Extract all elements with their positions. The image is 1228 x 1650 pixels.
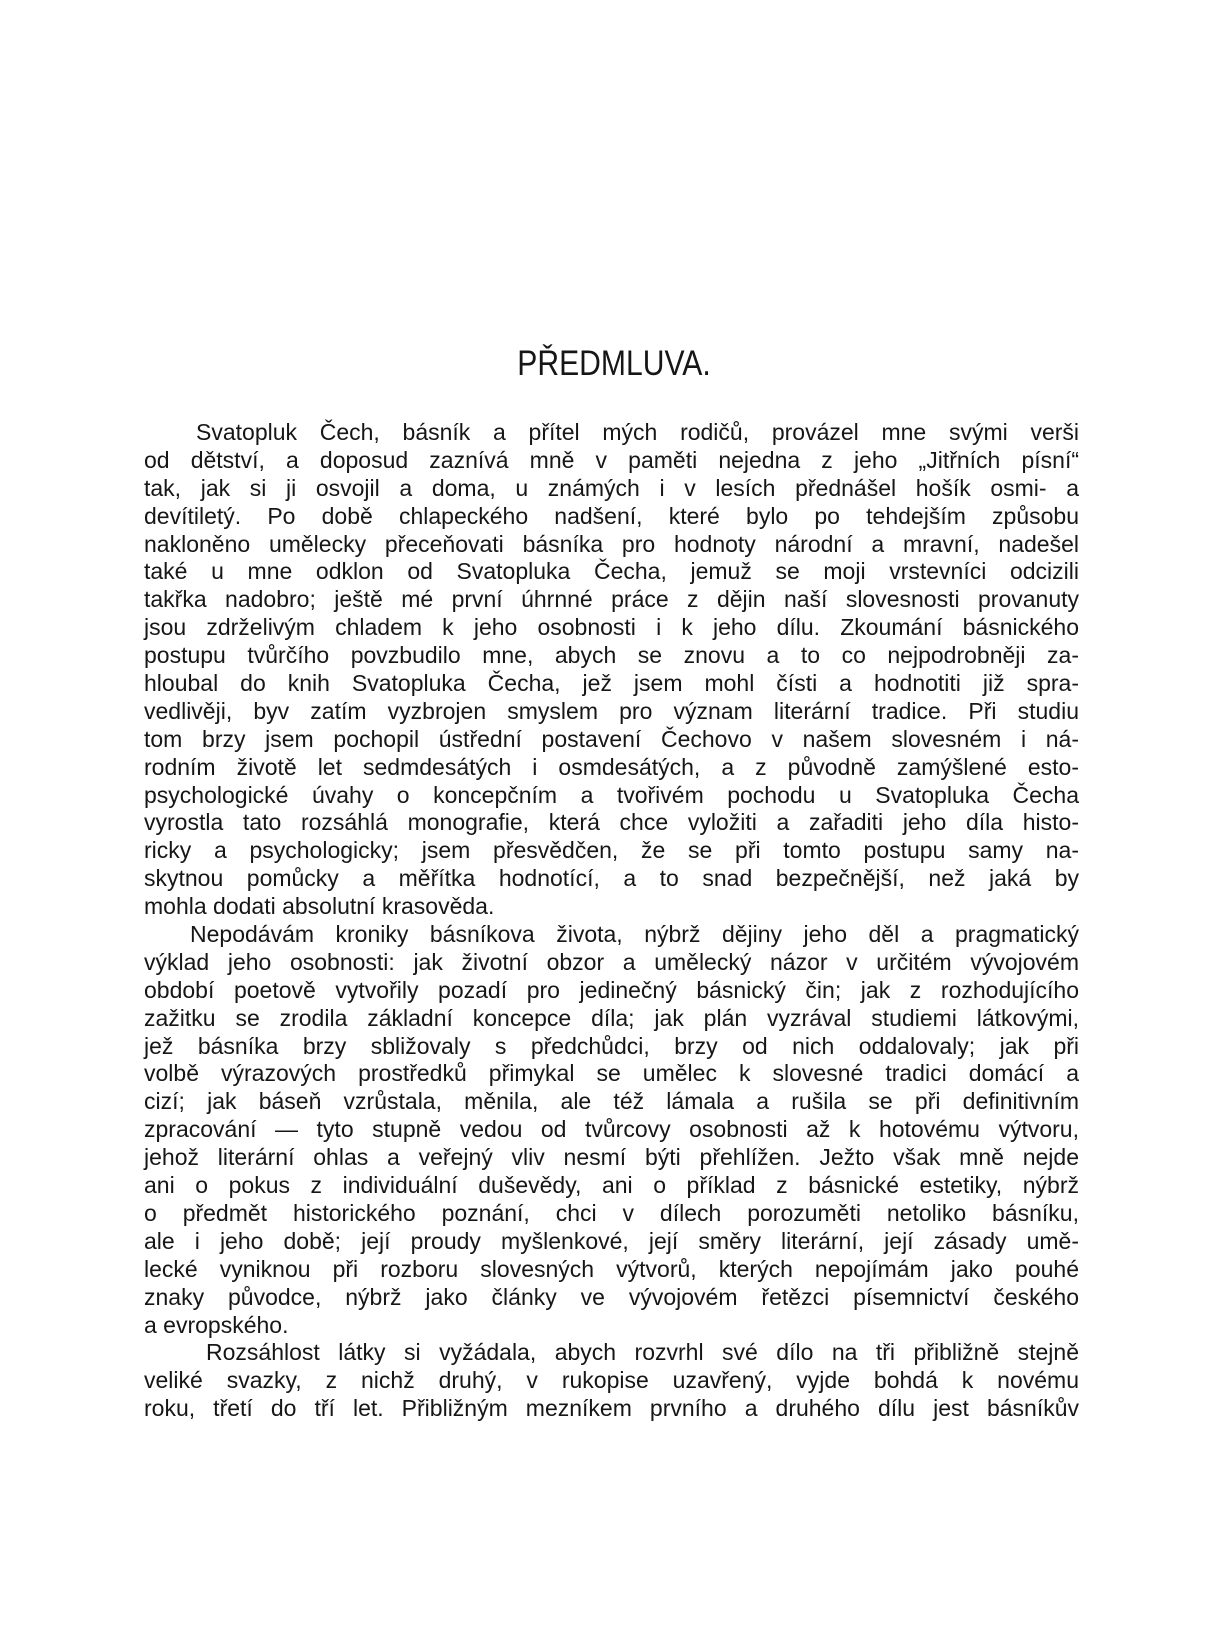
text-line: Rozsáhlost látky si vyžádala, abych rozvrhl své dílo na tři přibližně stejně xyxy=(206,1339,1079,1366)
text-line: nakloněno umělecky přeceňovati básníka pro hodnoty národní a mravní, nadešel xyxy=(144,530,1079,557)
text-line: zpracování — tyto stupně vedou od tvůrcovy osobnosti až k hotovému výtvoru, xyxy=(144,1116,1079,1143)
text-line: takřka nadobro; ještě mé první úhrnné práce z dějin naší slovesnosti provanuty xyxy=(144,586,1079,613)
text-line: období poetově vytvořily pozadí pro jedinečný básnický čin; jak z rozhodujícího xyxy=(144,976,1079,1003)
text-line: Svatopluk Čech, básník a přítel mých rodičů, provázel mne svými verši xyxy=(196,419,1079,445)
text-line: rodním životě let sedmdesátých i osmdesátých, a z původně zamýšlené esto- xyxy=(144,753,1079,780)
text-line: cizí; jak báseň vzrůstala, měnila, ale též lámala a rušila se při definitivním xyxy=(144,1088,1079,1115)
paragraph-1 xyxy=(144,419,1079,921)
text-line: hloubal do knih Svatopluka Čecha, jež jsem mohl čísti a hodnotiti již spra- xyxy=(144,670,1079,697)
text-line: a evropského. xyxy=(144,1311,289,1338)
page-title: PŘEDMLUVA. xyxy=(517,344,711,383)
text-line: Nepodávám kroniky básníkova života, nýbrž dějiny jeho děl a pragmatický xyxy=(190,921,1079,948)
text-line: devítiletý. Po době chlapeckého nadšení, které bylo po tehdejším způsobu xyxy=(144,502,1079,529)
text-line: psychologické úvahy o koncepčním a tvořivém pochodu u Svatopluka Čecha xyxy=(144,781,1079,808)
paragraph-3 xyxy=(144,1339,1079,1423)
document-body xyxy=(144,419,1079,1423)
text-line: tak, jak si ji osvojil a doma, u známých i v lesích přednášel hošík osmi- a xyxy=(144,474,1079,501)
paragraph-2 xyxy=(144,921,1079,1339)
text-line: ricky a psychologicky; jsem přesvědčen, že se při tomto postupu samy na- xyxy=(144,837,1079,864)
text-line: vedlivěji, byv zatím vyzbrojen smyslem pro význam literární tradice. Při studiu xyxy=(144,697,1079,724)
text-line: o předmět historického poznání, chci v dílech porozuměti netoliko básníku, xyxy=(144,1199,1079,1226)
text-line: postupu tvůrčího povzbudilo mne, abych se znovu a to co nejpodrobněji za- xyxy=(144,642,1079,669)
text-line: veliké svazky, z nichž druhý, v rukopise uzavřený, vyjde bohdá k novému xyxy=(144,1367,1079,1394)
text-line: roku, třetí do tří let. Přibližným mezníkem prvního a druhého dílu jest básníkův xyxy=(144,1395,1079,1422)
text-line: mohla dodati absolutní krasověda. xyxy=(144,893,495,920)
text-line: od dětství, a doposud zaznívá mně v paměti nejedna z jeho „Jitřních písní“ xyxy=(144,446,1079,473)
text-line: jsou zdrželivým chladem k jeho osobnosti i k jeho dílu. Zkoumání básnického xyxy=(144,614,1079,641)
text-line: volbě výrazových prostředků přimykal se umělec k slovesné tradici domácí a xyxy=(144,1060,1079,1087)
text-line: vyrostla tato rozsáhlá monografie, která chce vyložiti a zařaditi jeho díla histo- xyxy=(144,809,1079,836)
text-line: jež básníka brzy sbližovaly s předchůdci, brzy od nich oddalovaly; jak při xyxy=(144,1032,1079,1059)
text-line: skytnou pomůcky a měřítka hodnotící, a to snad bezpečnější, než jaká by xyxy=(144,865,1079,892)
text-line: výklad jeho osobnosti: jak životní obzor a umělecký názor v určitém vývojovém xyxy=(144,948,1079,975)
text-line: zažitku se zrodila základní koncepce díla; jak plán vyzrával studiemi látkovými, xyxy=(144,1004,1079,1031)
text-line: ale i jeho době; její proudy myšlenkové, její směry literární, její zásady umě- xyxy=(144,1227,1079,1254)
text-line: tom brzy jsem pochopil ústřední postavení Čechovo v našem slovesném i ná- xyxy=(144,725,1079,752)
text-line: jehož literární ohlas a veřejný vliv nesmí býti přehlížen. Ježto však mně nejde xyxy=(144,1144,1079,1171)
text-line: lecké vyniknou při rozboru slovesných výtvorů, kterých nepojímám jako pouhé xyxy=(144,1255,1079,1282)
text-line: také u mne odklon od Svatopluka Čecha, jemuž se moji vrstevníci odcizili xyxy=(144,558,1079,585)
text-line: znaky původce, nýbrž jako články ve vývojovém řetězci písemnictví českého xyxy=(144,1283,1079,1310)
text-line: ani o pokus z individuální duševědy, ani o příklad z básnické estetiky, nýbrž xyxy=(144,1172,1079,1199)
